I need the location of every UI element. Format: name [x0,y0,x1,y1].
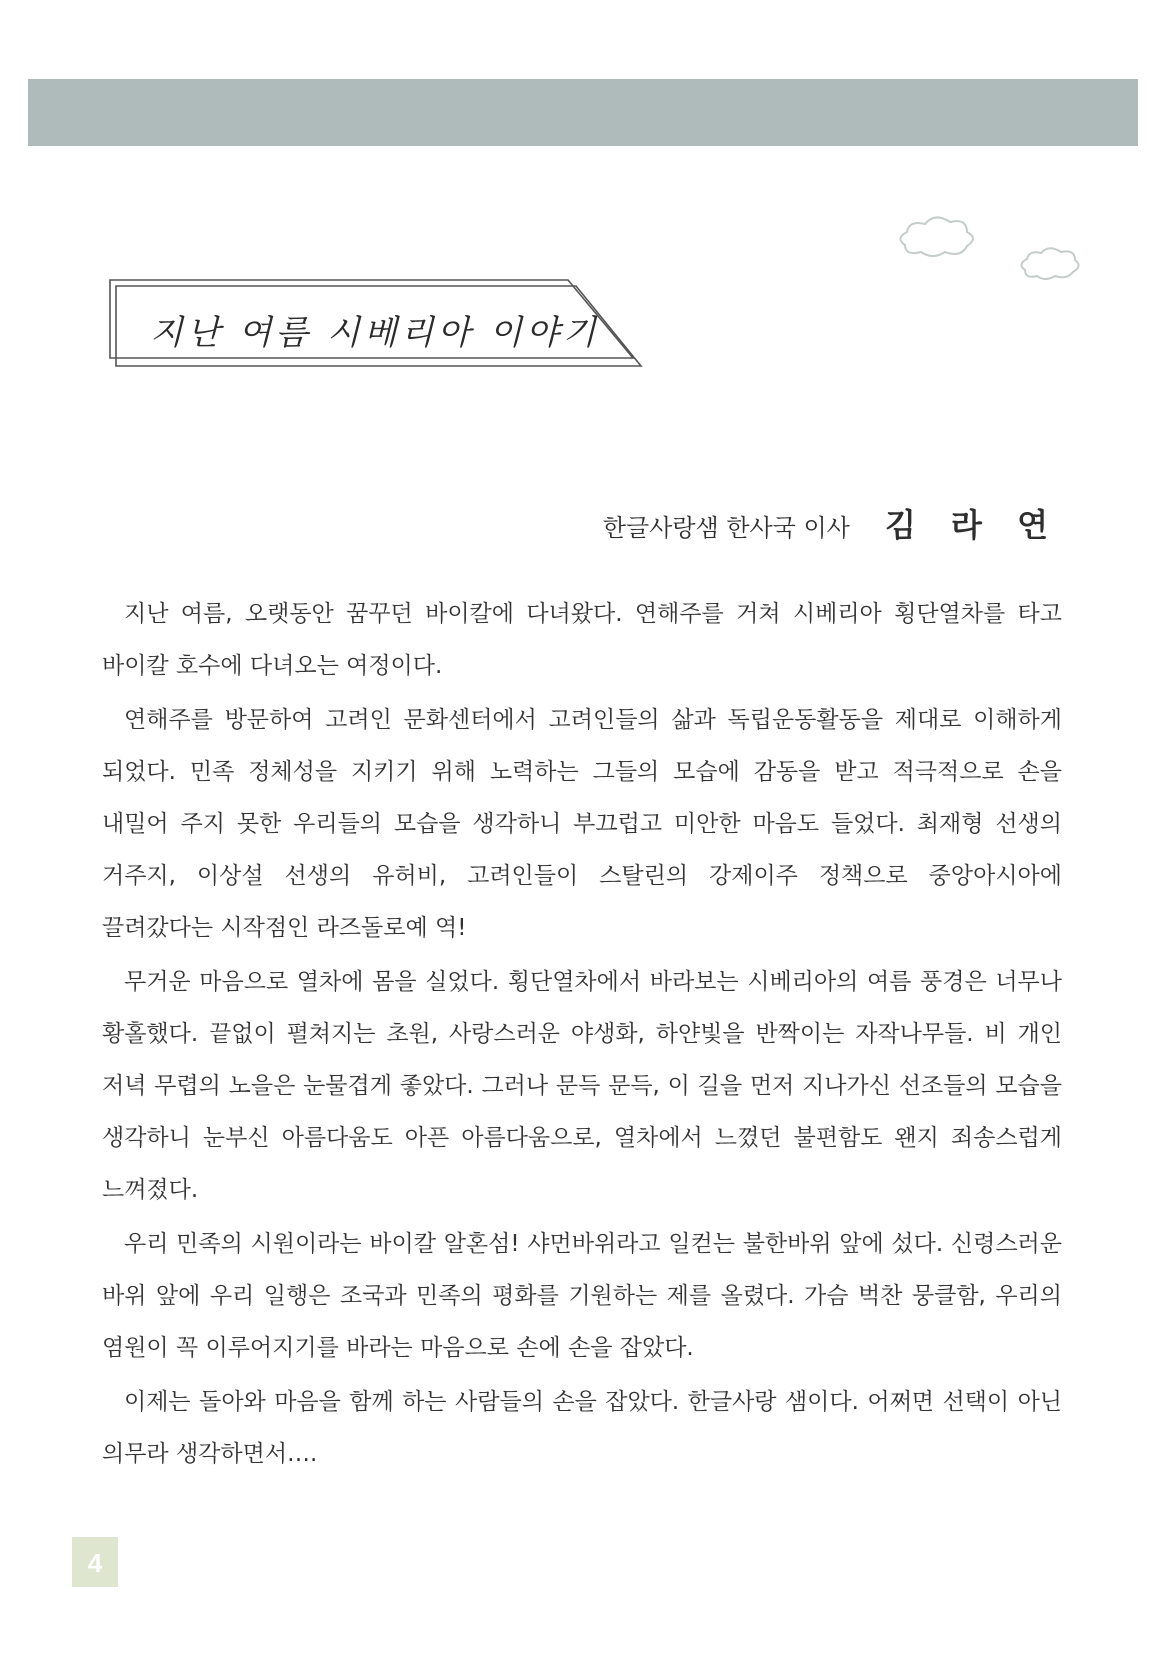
cloud-icon [1021,248,1078,279]
paragraph: 우리 민족의 시원이라는 바이칼 알혼섬! 샤먼바위라고 일컫는 불한바위 앞에 섰다. 신령스러운 바위 앞에 우리 일행은 조국과 민족의 평화를 기원하는 제를 올렸다. 가슴 벅찬 뭉클함, 우리의 염원이 꼭 이루어지기를 바라는 마음으로 손에 손을 잡았다. [102,1231,1062,1361]
author-role: 한글사랑샘 한사국 이사 [602,514,850,542]
article-title: 지난 여름 시베리아 이야기 [150,313,600,353]
paragraph: 무거운 마음으로 열차에 몸을 실었다. 횡단열차에서 바라보는 시베리아의 여름 풍경은 너무나 황홀했다. 끝없이 펼쳐지는 초원, 사랑스러운 야생화, 하얀빛을 반짝이는 자작나무들. 비 개인 저녁 무렵의 노을은 눈물겹게 좋았다. 그러나 문득 문득, 이 길을 먼저 지나가신 선조들의 모습을 생각하니 눈부신 아름다움도 아픈 아름다움으로, 열차에서 느꼈던 불편함도 왠지 죄송스럽게 느껴졌다. [102,969,1062,1203]
paragraph: 이제는 돌아와 마음을 함께 하는 사람들의 손을 잡았다. 한글사랑 샘이다. 어쩌면 선택이 아닌 의무라 생각하면서…. [102,1389,1062,1467]
paragraph: 지난 여름, 오랫동안 꿈꾸던 바이칼에 다녀왔다. 연해주를 거쳐 시베리아 횡단열차를 타고 바이칼 호수에 다녀오는 여정이다. [102,601,1062,679]
cloud-icon [900,217,973,256]
byline [603,500,1060,546]
author-name: 김 라 연 [884,506,1060,544]
paragraph: 연해주를 방문하여 고려인 문화센터에서 고려인들의 삶과 독립운동활동을 제대로 이해하게 되었다. 민족 정체성을 지키기 위해 노력하는 그들의 모습에 감동을 받고 적극적으로 손을 내밀어 주지 못한 우리들의 모습을 생각하니 부끄럽고 미안한 마음도 들었다. 최재형 선생의 거주지, 이상설 선생의 유허비, 고려인들이 스탈린의 강제이주 정책으로 중앙아시아에 끌려갔다는 시작점인 라즈돌로예 역! [102,707,1062,941]
page-number: 4 [72,1537,118,1587]
header-band [28,79,1138,146]
cloud-icons [895,210,1095,300]
article-body [102,588,1062,1482]
